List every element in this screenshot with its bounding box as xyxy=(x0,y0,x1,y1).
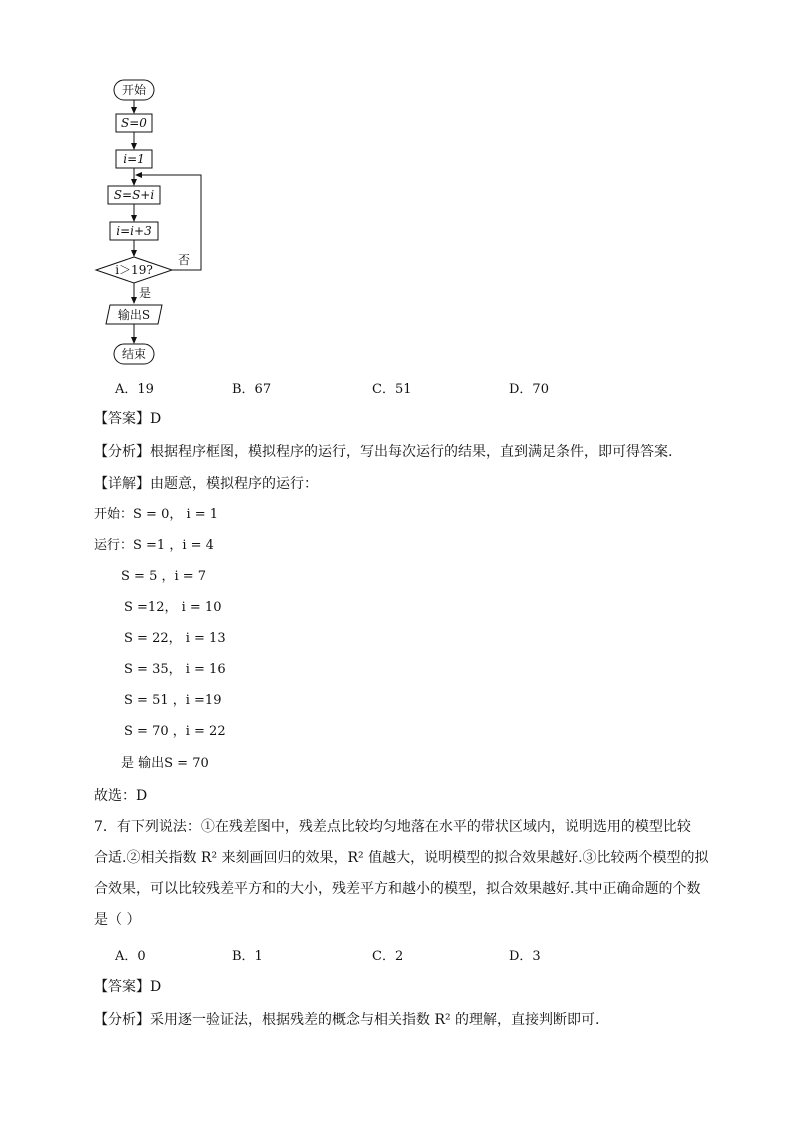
q7-analysis-text: 采用逐一验证法，根据残差的概念与相关指数 R² 的理解，直接判断即可. xyxy=(150,1012,600,1028)
step-line-5: S = 22， i = 13 xyxy=(124,631,226,646)
end-label: 结束 xyxy=(121,347,147,361)
detail-tag: 【详解】 xyxy=(94,476,150,492)
step-line-7: S = 51 ，i =19 xyxy=(124,693,222,708)
q7-analysis-line xyxy=(94,1010,600,1030)
q7-option-a: A．0 xyxy=(115,949,146,964)
q6-choice: 故选：D xyxy=(94,788,148,804)
q7-text-line-4: 是（ ） xyxy=(94,912,141,928)
q7-answer-value: D xyxy=(150,979,162,995)
q7-option-c: C．2 xyxy=(372,949,404,964)
q6-option-a: A．19 xyxy=(115,382,154,397)
start-label: 开始 xyxy=(121,83,147,97)
condition-label: i＞19? xyxy=(115,263,153,277)
analysis-tag: 【分析】 xyxy=(94,444,150,460)
q7-option-b: B．1 xyxy=(232,949,263,964)
q6-option-d: D．70 xyxy=(509,382,549,397)
q7-answer-line xyxy=(94,977,161,997)
q6-analysis-line xyxy=(94,442,672,462)
update-i-label: i=i+3 xyxy=(116,224,152,238)
q6-option-c: C．51 xyxy=(372,382,412,397)
step-line-4: S =12， i = 10 xyxy=(124,600,222,615)
step-line-output: 是 输出S = 70 xyxy=(121,756,209,771)
q7-text-line-1: 7．有下列说法：①在残差图中，残差点比较均匀地落在水平的带状区域内，说明选用的模型比较 xyxy=(94,819,691,835)
step-line-run: 运行：S =1 ，i = 4 xyxy=(94,538,214,553)
step-line-start: 开始：S = 0， i = 1 xyxy=(94,507,219,522)
q7-answer-tag: 【答案】 xyxy=(94,979,150,995)
no-label: 否 xyxy=(178,253,191,267)
s0-label: S=0 xyxy=(121,116,147,130)
step-line-8: S = 70 ，i = 22 xyxy=(124,724,226,739)
q7-option-d: D．3 xyxy=(509,949,541,964)
update-s-label: S=S+i xyxy=(113,188,155,202)
analysis-text: 根据程序框图，模拟程序的运行，写出每次运行的结果，直到满足条件，即可得答案. xyxy=(150,444,673,460)
yes-label: 是 xyxy=(139,286,152,300)
q6-option-b: B．67 xyxy=(232,382,272,397)
q7-text-line-2: 合适.②相关指数 R² 来刻画回归的效果，R² 值越大，说明模型的拟合效果越好.③比较两个模型的拟 xyxy=(94,850,709,866)
output-label: 输出S xyxy=(117,308,151,322)
answer-value: D xyxy=(150,411,162,427)
step-line-6: S = 35， i = 16 xyxy=(124,662,226,677)
detail-text: 由题意，模拟程序的运行： xyxy=(150,476,318,492)
q6-detail-line xyxy=(94,474,318,494)
q6-answer-line xyxy=(94,409,161,429)
q7-text-line-3: 合效果，可以比较残差平方和的大小，残差平方和越小的模型，拟合效果越好.其中正确命题的个数 xyxy=(94,881,701,897)
i1-label: i=1 xyxy=(123,152,145,166)
answer-tag: 【答案】 xyxy=(94,411,150,427)
step-line-3: S = 5 ，i = 7 xyxy=(121,569,207,584)
q7-analysis-tag: 【分析】 xyxy=(94,1012,150,1028)
